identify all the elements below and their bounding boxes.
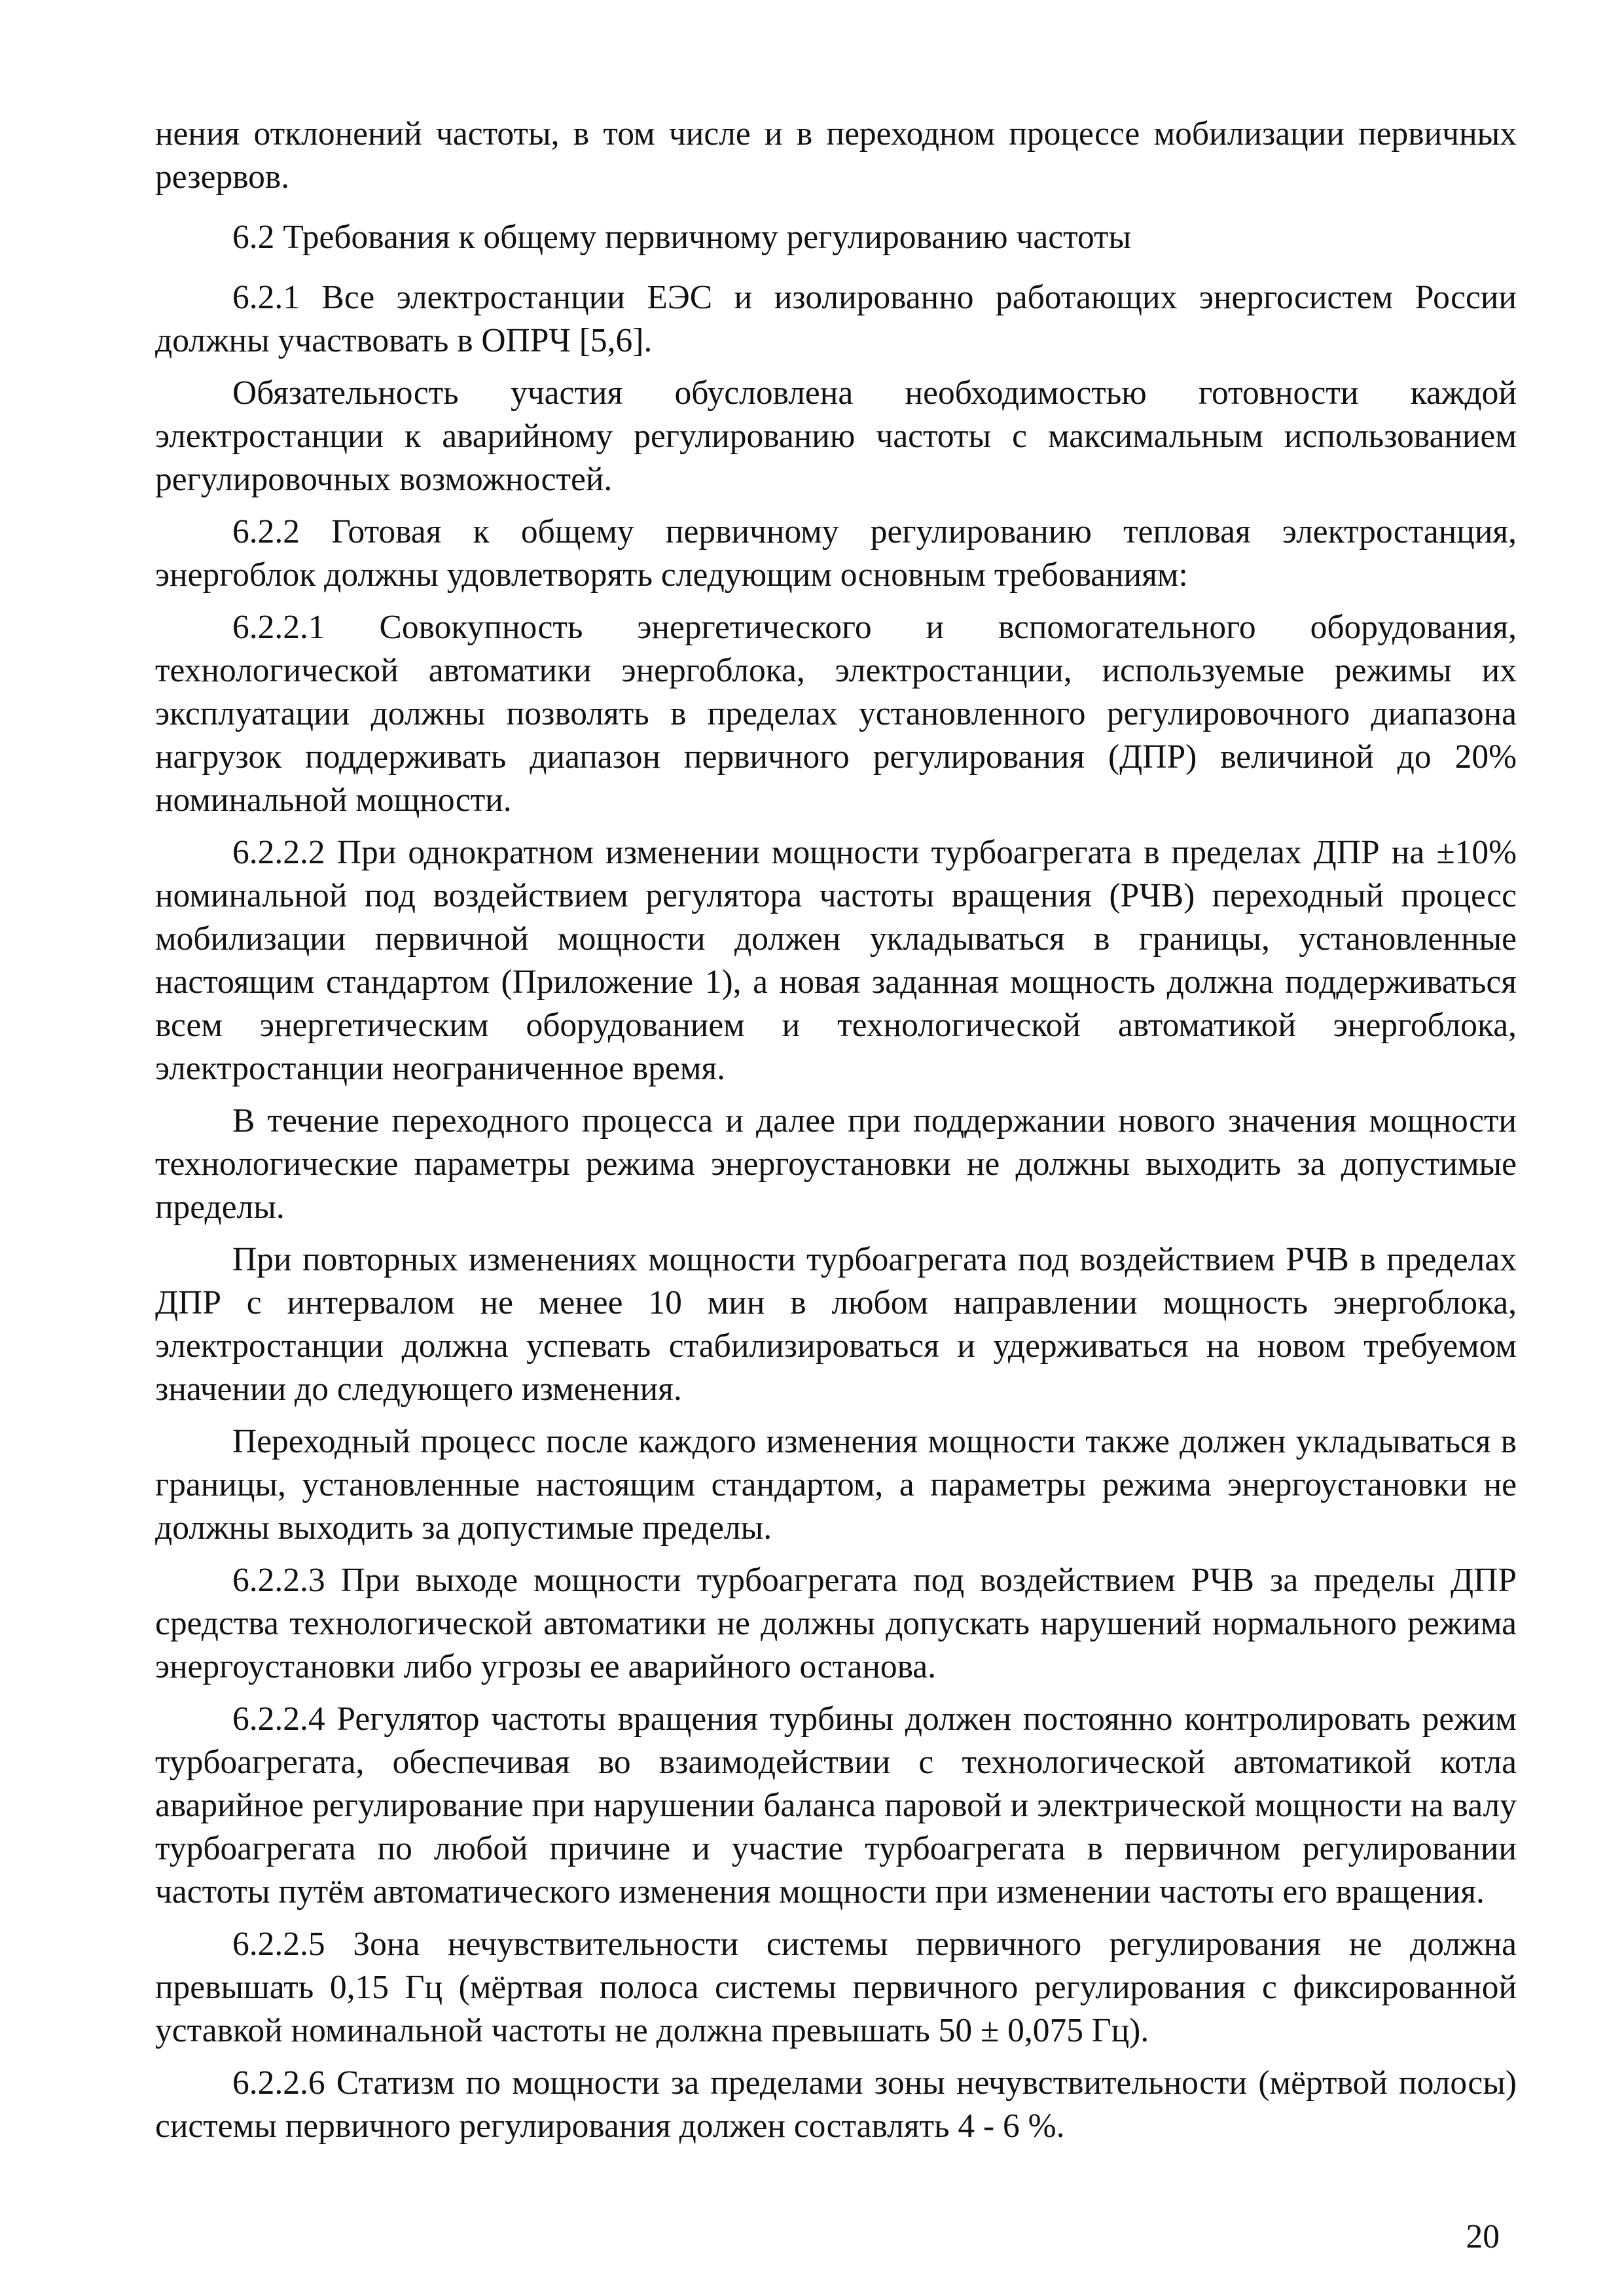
- paragraph-obligation: Обязательность участия обусловлена необходимостью готовности каждой электростанции к аварийному регулированию частоты с максимальным использованием регулировочных возможностей.: [155, 374, 1517, 498]
- clause-6-2-2-4: 6.2.2.4 Регулятор частоты вращения турбины должен постоянно контролировать режим турбоагрегата, обеспечивая во взаимодействии с технологической автоматикой котла аварийное регулирование при нарушении баланса паровой и электрической мощности на валу турбоагрегата по любой причине и участие турбоагрегата в первичном регулировании частоты путём автоматического изменения мощности при изменении частоты его вращения.: [155, 1700, 1517, 1910]
- clause-6-2-2-5: 6.2.2.5 Зона нечувствительности системы первичного регулирования не должна превышать 0,15 Гц (мёртвая полоса системы первичного регулирования с фиксированной уставкой номинальной частоты не должна превышать 50 ± 0,075 Гц).: [155, 1926, 1517, 2049]
- clause-6-2-2: 6.2.2 Готовая к общему первичному регулированию тепловая электростанция, энергоблок должны удовлетворять следующим основным требованиям:: [155, 513, 1517, 594]
- page-number: 20: [1466, 2218, 1500, 2255]
- paragraph-continuation: нения отклонений частоты, в том числе и в переходном процессе мобилизации первичных резервов.: [155, 115, 1517, 196]
- clause-6-2-2-2: 6.2.2.2 При однократном изменении мощности турбоагрегата в пределах ДПР на ±10% номинальной под воздействием регулятора частоты вращения (РЧВ) переходный процесс мобилизации первичной мощности должен укладываться в границы, установленные настоящим стандартом (Приложение 1), а новая заданная мощность должна поддерживаться всем энергетическим оборудованием и технологической автоматикой энергоблока, электростанции неограниченное время.: [155, 834, 1517, 1087]
- clause-6-2-2-3: 6.2.2.3 При выходе мощности турбоагрегата под воздействием РЧВ за пределы ДПР средства технологической автоматики не должны допускать нарушений нормального режима энергоустановки либо угрозы ее аварийного останова.: [155, 1562, 1517, 1685]
- clause-6-2-2-6: 6.2.2.6 Статизм по мощности за пределами зоны нечувствительности (мёртвой полосы) системы первичного регулирования должен составлять 4 - 6 %.: [155, 2064, 1517, 2145]
- document-page: [155, 113, 1517, 2148]
- paragraph-repeated-changes: При повторных изменениях мощности турбоагрегата под воздействием РЧВ в пределах ДПР с интервалом не менее 10 мин в любом направлении мощность энергоблока, электростанции должна успевать стабилизироваться и удерживаться на новом требуемом значении до следующего изменения.: [155, 1241, 1517, 1408]
- clause-6-2-1: 6.2.1 Все электростанции ЕЭС и изолированно работающих энергосистем России должны участвовать в ОПРЧ [5,6].: [155, 279, 1517, 359]
- paragraph-transient-process: В течение переходного процесса и далее при поддержании нового значения мощности технологические параметры режима энергоустановки не должны выходить за допустимые пределы.: [155, 1102, 1517, 1226]
- section-heading-6-2: 6.2 Требования к общему первичному регулированию частоты: [232, 219, 1132, 256]
- clause-6-2-2-1: 6.2.2.1 Совокупность энергетического и вспомогательного оборудования, технологической автоматики энергоблока, электростанции, используемые режимы их эксплуатации должны позволять в пределах установленного регулировочного диапазона нагрузок поддерживать диапазон первичного регулирования (ДПР) величиной до 20% номинальной мощности.: [155, 609, 1517, 819]
- paragraph-transient-limits: Переходный процесс после каждого изменения мощности также должен укладываться в границы, установленные настоящим стандартом, а параметры режима энергоустановки не должны выходить за допустимые пределы.: [155, 1423, 1517, 1547]
